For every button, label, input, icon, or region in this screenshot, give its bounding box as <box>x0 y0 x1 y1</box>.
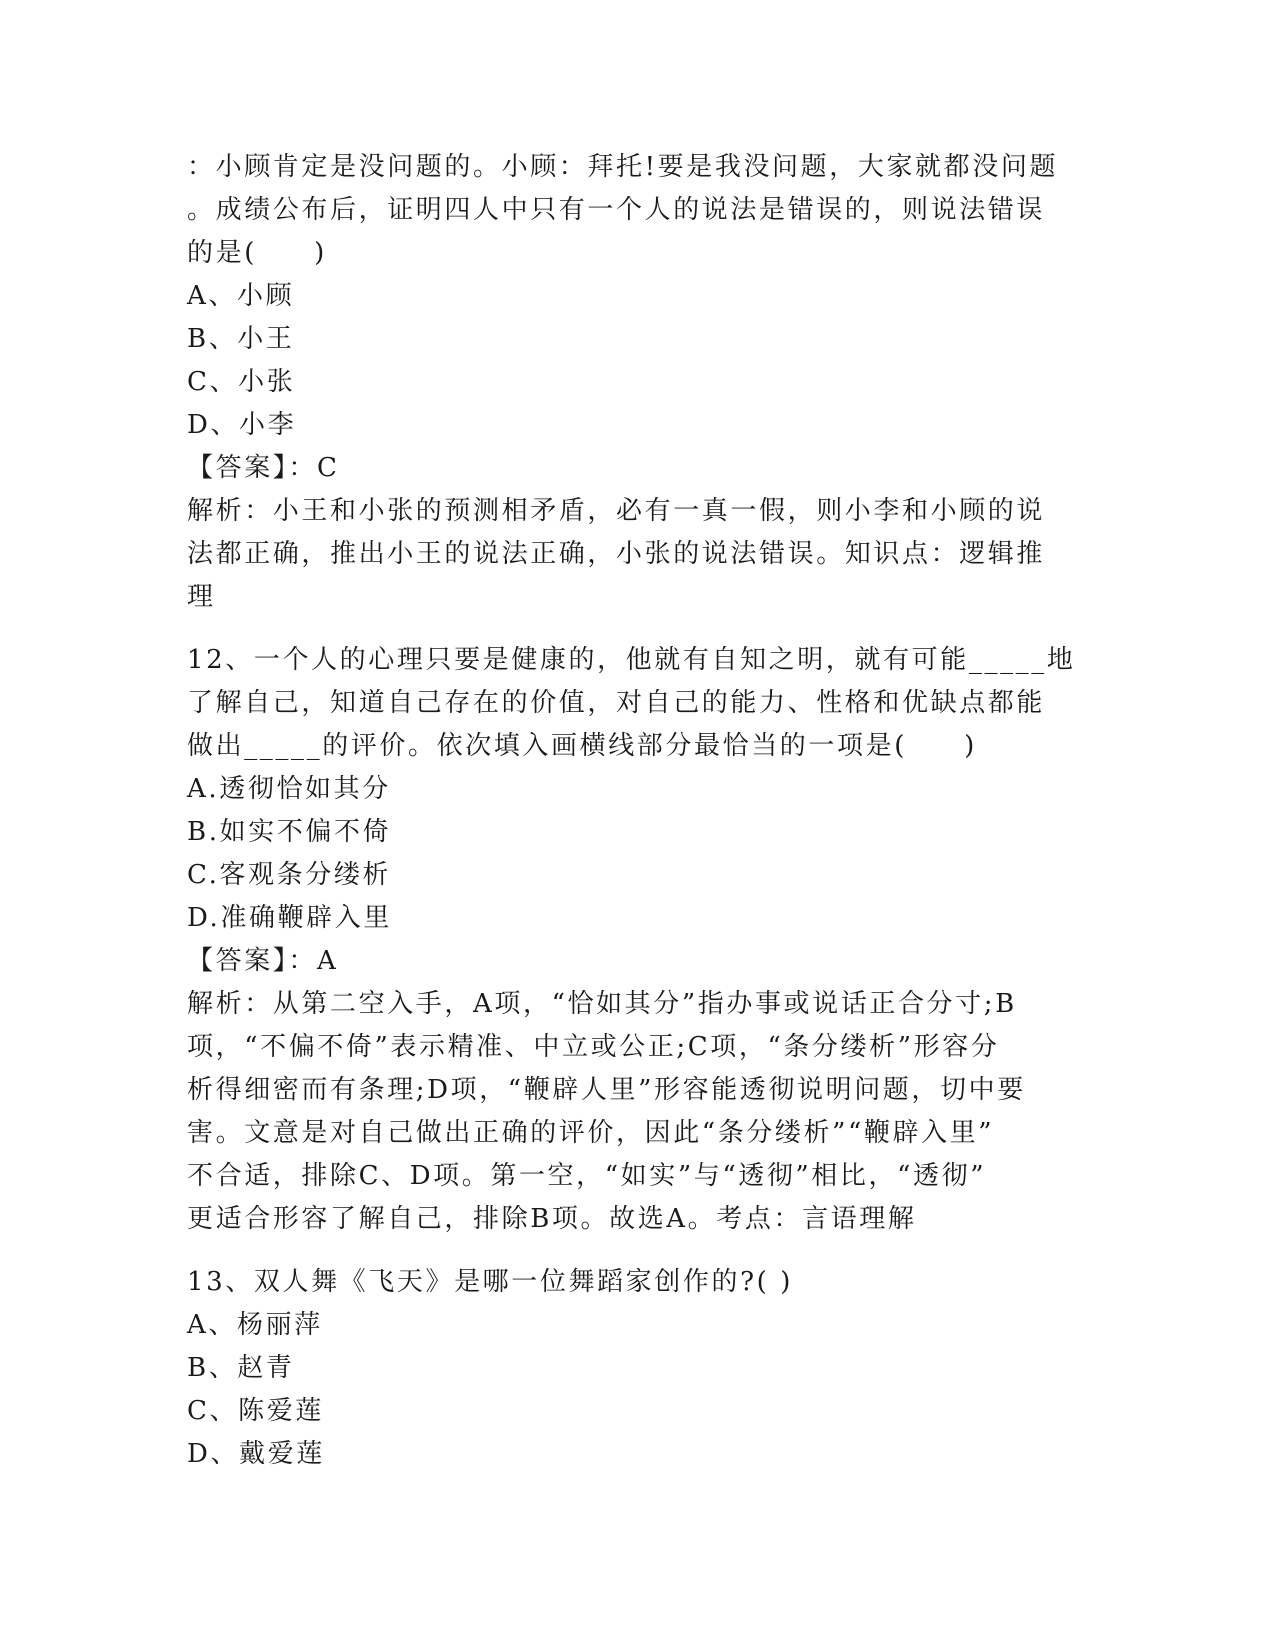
document-page <box>187 146 1087 1476</box>
question-stem-line: ：小顾肯定是没问题的。小顾：拜托!要是我没问题，大家就都没问题 <box>187 152 1059 182</box>
analysis-line: 更适合形容了解自己，排除B项。故选A。考点：言语理解 <box>187 1204 917 1234</box>
question-11 <box>187 146 1087 619</box>
analysis-line: 理 <box>187 582 216 612</box>
option-c: C.客观条分缕析 <box>187 860 392 890</box>
spacer <box>187 1241 1087 1261</box>
analysis-line: 法都正确，推出小王的说法正确，小张的说法错误。知识点：逻辑推 <box>187 539 1046 569</box>
analysis-line: 解析：小王和小张的预测相矛盾，必有一真一假，则小李和小顾的说 <box>187 496 1046 526</box>
option-b: B、小王 <box>187 324 295 354</box>
option-b: B.如实不偏不倚 <box>187 817 392 847</box>
option-c: C、陈爱莲 <box>187 1396 324 1426</box>
question-stem-line: 做出_____的评价。依次填入画横线部分最恰当的一项是( ) <box>187 731 977 761</box>
analysis-line: 项，“不偏不倚”表示精准、中立或公正;C项，“条分缕析”形容分 <box>187 1032 1000 1062</box>
answer-key: 【答案】：C <box>187 453 340 483</box>
option-d: D、戴爱莲 <box>187 1439 325 1469</box>
option-d: D.准确鞭辟入里 <box>187 903 392 933</box>
question-stem-line: 。成绩公布后，证明四人中只有一个人的说法是错误的，则说法错误 <box>187 195 1046 225</box>
question-stem-line: 的是( ) <box>187 238 327 268</box>
option-a: A.透彻恰如其分 <box>187 774 391 804</box>
question-12 <box>187 639 1087 1241</box>
option-d: D、小李 <box>187 410 297 440</box>
analysis-line: 害。文意是对自己做出正确的评价，因此“条分缕析”“鞭辟入里” <box>187 1118 995 1148</box>
option-a: A、小顾 <box>187 281 295 311</box>
question-stem-line: 了解自己，知道自己存在的价值，对自己的能力、性格和优缺点都能 <box>187 688 1046 718</box>
analysis-line: 析得细密而有条理;D项，“鞭辟人里”形容能透彻说明问题，切中要 <box>187 1075 1026 1105</box>
question-stem-line: 12、一个人的心理只要是健康的，他就有自知之明，就有可能_____地 <box>187 645 1076 675</box>
spacer <box>187 619 1087 639</box>
option-a: A、杨丽萍 <box>187 1310 323 1340</box>
question-13 <box>187 1261 1087 1476</box>
answer-key: 【答案】：A <box>187 946 339 976</box>
option-c: C、小张 <box>187 367 296 397</box>
option-b: B、赵青 <box>187 1353 295 1383</box>
question-stem-line: 13、双人舞《飞天》是哪一位舞蹈家创作的?( ) <box>187 1267 793 1297</box>
analysis-line: 解析：从第二空入手，A项，“恰如其分”指办事或说话正合分寸;B <box>187 989 1017 1019</box>
analysis-line: 不合适，排除C、D项。第一空，“如实”与“透彻”相比，“透彻” <box>187 1161 987 1191</box>
